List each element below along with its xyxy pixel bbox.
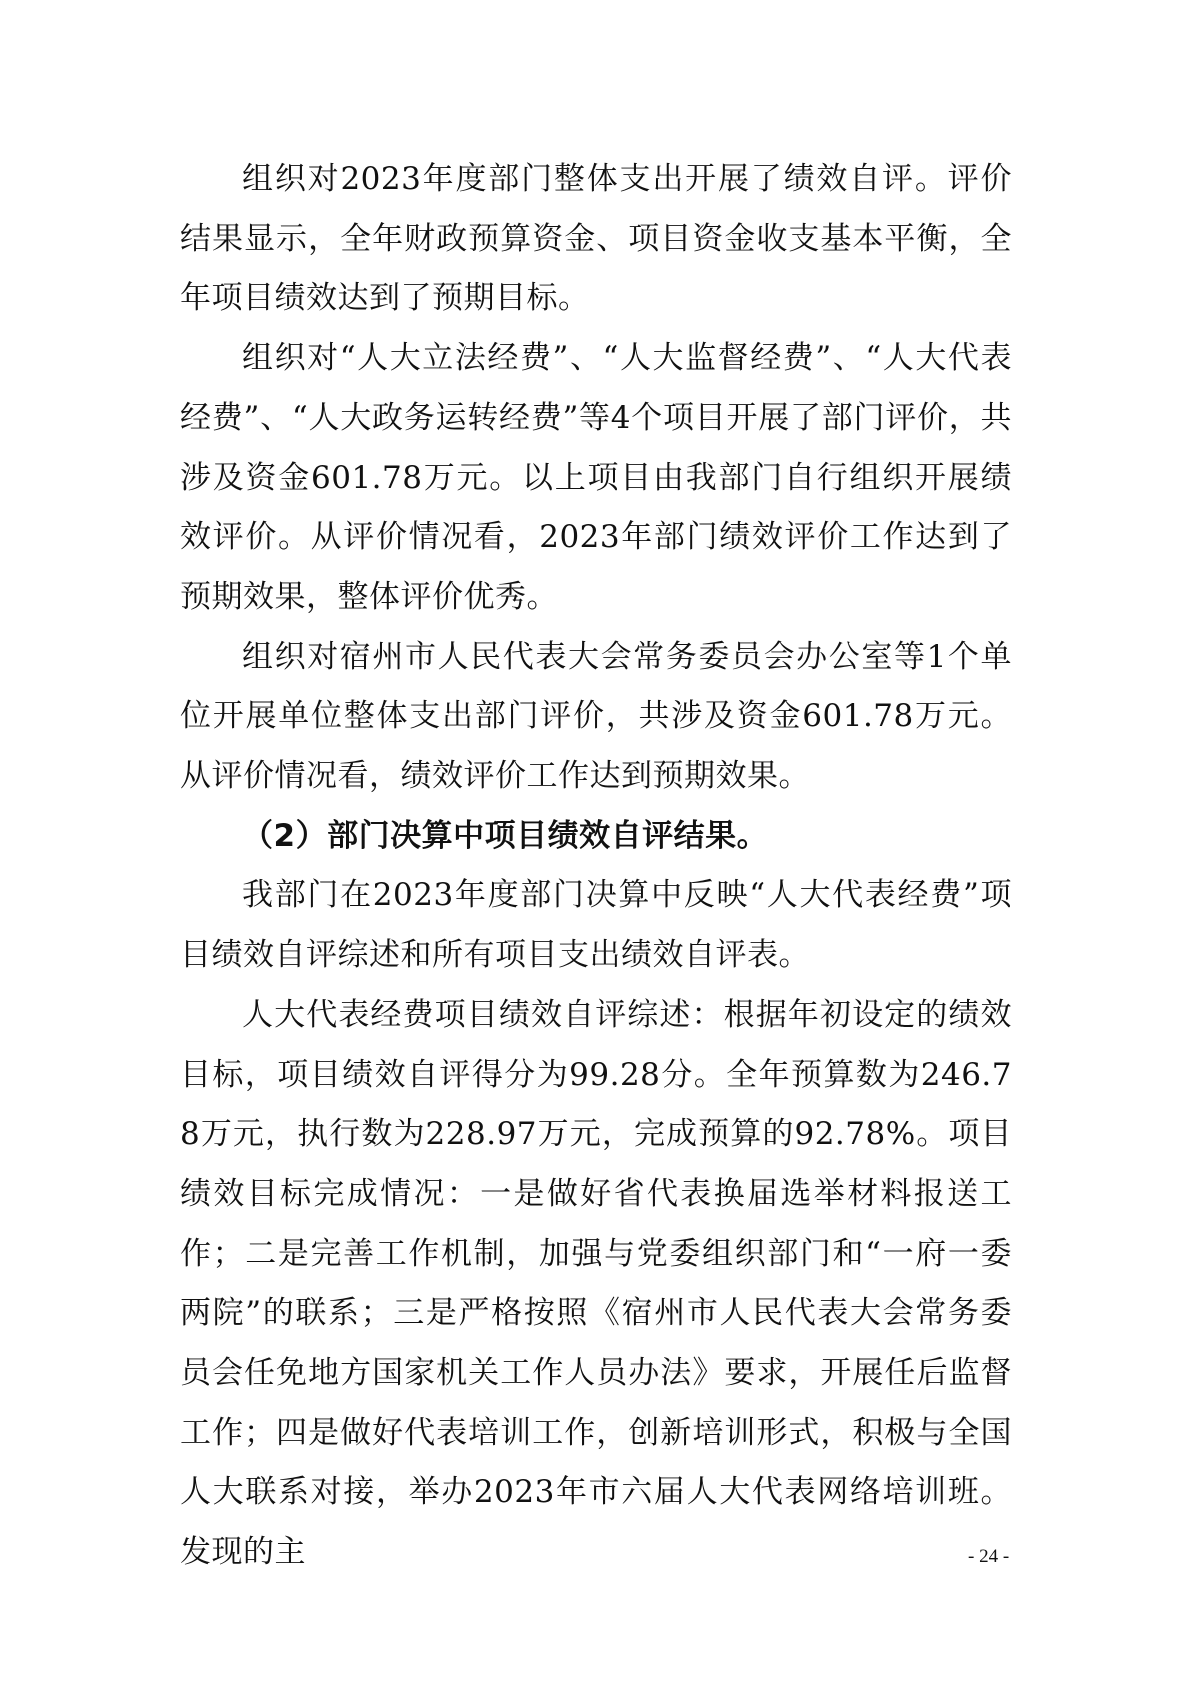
paragraph-overall-self-evaluation: 组织对2023年度部门整体支出开展了绩效自评。评价结果显示，全年财政预算资金、项目资金收支基本平衡，全年项目绩效达到了预期目标。 (180, 161, 1012, 317)
paragraph-final-accounts: 我部门在2023年度部门决算中反映“人大代表经费”项目绩效自评综述和所有项目支出绩效自评表。 (180, 877, 1012, 974)
paragraph-project-evaluation: 组织对“人大立法经费”、“人大监督经费”、“人大代表经费”、“人大政务运转经费”等4个项目开展了部门评价，共涉及资金601.78万元。以上项目由我部门自行组织开展绩效评价。从评价情况看，2023年部门绩效评价工作达到了预期效果，整体评价优秀。 (180, 340, 1012, 615)
paragraph-unit-evaluation: 组织对宿州市人民代表大会常务委员会办公室等1个单位开展单位整体支出部门评价，共涉及资金601.78万元。从评价情况看，绩效评价工作达到预期效果。 (180, 638, 1012, 795)
page-number: - 24 - (968, 1546, 1010, 1567)
document-body (180, 150, 1012, 1583)
paragraph-representative-funding-summary: 人大代表经费项目绩效自评综述：根据年初设定的绩效目标，项目绩效自评得分为99.28分。全年预算数为246.78万元，执行数为228.97万元，完成预算的92.78%。项目绩效目标完成情况：一是做好省代表换届选举材料报送工作；二是完善工作机制，加强与党委组织部门和“一府一委两院”的联系；三是严格按照《宿州市人民代表大会常务委员会任免地方国家机关工作人员办法》要求，开展任后监督工作；四是做好代表培训工作，创新培训形式，积极与全国人大联系对接，举办2023年市六届人大代表网络培训班。发现的主 (180, 996, 1012, 1571)
section-heading: （2）部门决算中项目绩效自评结果。 (242, 817, 769, 854)
